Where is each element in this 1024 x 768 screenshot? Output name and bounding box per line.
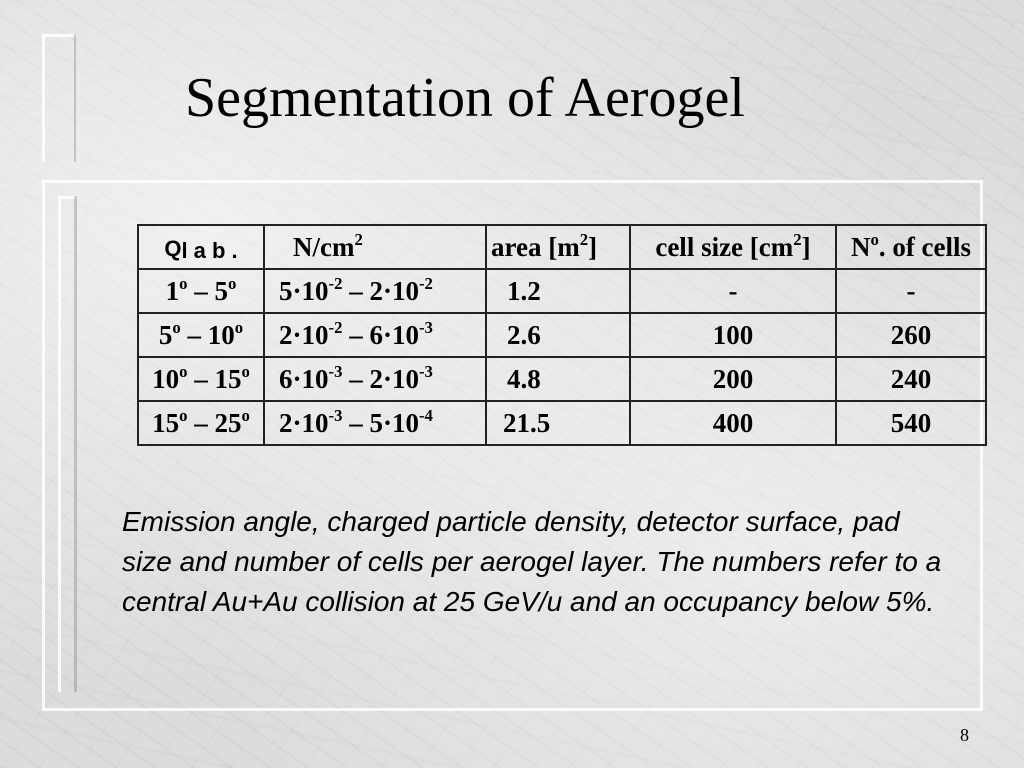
area-cell: 4.8 [486, 357, 630, 401]
theta-subscript: l a b . [181, 237, 238, 263]
cells-count-cell: 240 [836, 357, 986, 401]
area-cell: 21.5 [486, 401, 630, 445]
density-cell: $2\cdot 10^{-2} - 6\cdot 10^{-3}$ [264, 313, 486, 357]
table-header-row [138, 225, 986, 269]
cell-size-cell: 200 [630, 357, 836, 401]
cells-count-cell: 260 [836, 313, 986, 357]
frame-line-inner-vertical [58, 196, 61, 692]
density-cell: $2\cdot 10^{-3} - 5\cdot 10^{-4}$ [264, 401, 486, 445]
density-cell: $5\cdot 10^{-2} - 2\cdot 10^{-2}$ [264, 269, 486, 313]
area-close: ] [588, 231, 598, 262]
count-o: o [870, 229, 879, 249]
header-cell-size [630, 225, 836, 269]
cell-size-cell: 100 [630, 313, 836, 357]
header-number-of-cells [836, 225, 986, 269]
cell-size-exponent: 2 [793, 229, 802, 249]
table-row [138, 357, 986, 401]
frame-line-content-left [42, 180, 45, 710]
cell-size-cell: 400 [630, 401, 836, 445]
header-density [264, 225, 486, 269]
cell-size-label: cell size [cm [655, 231, 794, 262]
segmentation-table [137, 224, 987, 446]
table-row [138, 269, 986, 313]
area-exponent: 2 [579, 229, 589, 249]
frame-line-content-top [42, 180, 982, 183]
slide-description: Emission angle, charged particle density, detector surface, pad size and number of cells per aerogel layer. The numbers refer to a central Au+Au collision at 25 GeV/u and an occupancy below 5%. [122, 506, 942, 617]
cells-count-cell: - [836, 269, 986, 313]
cell-size-cell: - [630, 269, 836, 313]
count-n: N [850, 231, 871, 262]
density-cell: $6\cdot 10^{-3} - 2\cdot 10^{-3}$ [264, 357, 486, 401]
area-cell: 1.2 [486, 269, 630, 313]
header-theta-lab [138, 225, 264, 269]
cells-count-cell: 540 [836, 401, 986, 445]
angle-cell: 5$^o$ – 10$^o$ [138, 313, 264, 357]
count-label: . of cells [878, 231, 972, 262]
angle-cell: 1$^o$ – 5$^o$ [138, 269, 264, 313]
header-area [486, 225, 630, 269]
area-cell: 2.6 [486, 313, 630, 357]
page-number: 8 [960, 725, 969, 745]
cell-size-close: ] [801, 231, 811, 262]
angle-cell: 10$^o$ – 15$^o$ [138, 357, 264, 401]
table-row [138, 313, 986, 357]
frame-line-inner-vertical-shade [74, 196, 77, 692]
frame-line-top-left [42, 34, 76, 37]
table-row [138, 401, 986, 445]
area-label: area [m [491, 231, 580, 262]
frame-line-left-upper-shade [74, 34, 76, 162]
slide-title: Segmentation of Aerogel [185, 67, 745, 129]
density-label: N/cm [293, 231, 355, 262]
angle-cell: 15$^o$ – 25$^o$ [138, 401, 264, 445]
frame-line-left-upper [42, 34, 45, 162]
theta-symbol: Q [164, 235, 182, 261]
frame-line-content-bottom [42, 708, 982, 711]
density-exponent: 2 [354, 229, 363, 249]
